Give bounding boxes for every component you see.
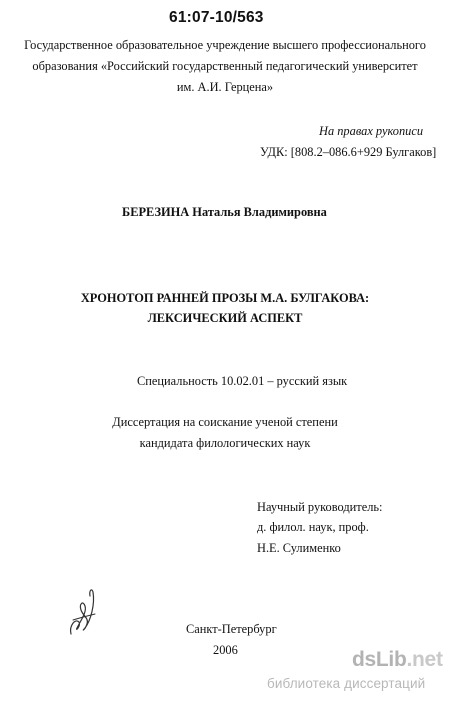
degree-line-1: Диссертация на соискание ученой степени bbox=[112, 415, 338, 429]
supervisor-label: Научный руководитель: bbox=[257, 500, 383, 514]
institution-line-3: им. А.И. Герцена» bbox=[176, 80, 274, 94]
specialty: Специальность 10.02.01 – русский язык bbox=[137, 374, 348, 388]
supervisor-name: Н.Е. Сулименко bbox=[257, 541, 341, 555]
institution-line-2: образования «Российский государственный педагогический университет bbox=[32, 59, 418, 73]
author-name: БЕРЕЗИНА Наталья Владимировна bbox=[122, 205, 327, 219]
city: Санкт-Петербург bbox=[186, 622, 277, 636]
manuscript-note: На правах рукописи bbox=[319, 124, 424, 138]
udk-code: УДК: [808.2–086.6+929 Булгаков] bbox=[260, 145, 437, 159]
year: 2006 bbox=[213, 643, 238, 657]
supervisor-degree: д. филол. наук, проф. bbox=[257, 520, 369, 534]
watermark-logo-tld: .net bbox=[406, 648, 443, 671]
title-line-1: ХРОНОТОП РАННЕЙ ПРОЗЫ М.А. БУЛГАКОВА: bbox=[80, 291, 370, 305]
watermark-logo-main: dsLib bbox=[352, 648, 407, 671]
catalog-number: 61:07-10/563 bbox=[169, 9, 264, 26]
institution-line-1: Государственное образовательное учреждение высшего профессионального bbox=[24, 38, 426, 52]
degree-line-2: кандидата филологических наук bbox=[139, 436, 311, 450]
watermark-subtitle: библиотека диссертаций bbox=[267, 676, 426, 691]
title-line-2: ЛЕКСИЧЕСКИЙ АСПЕКТ bbox=[147, 311, 303, 325]
watermark-logo bbox=[352, 648, 443, 672]
handwritten-signature bbox=[65, 582, 105, 642]
